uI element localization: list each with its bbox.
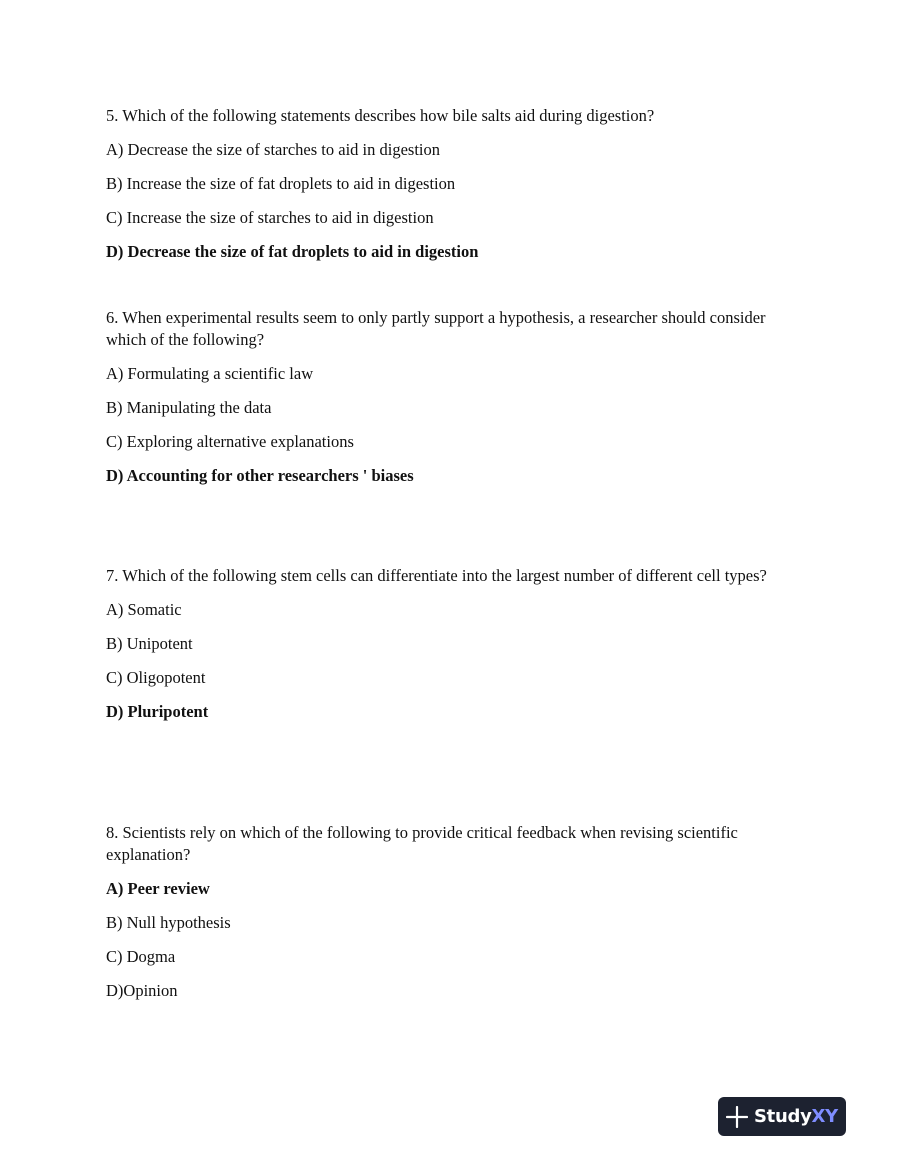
option-b: B) Increase the size of fat droplets to aid in digestion bbox=[106, 174, 456, 193]
question-8 bbox=[106, 822, 796, 1014]
option-b: B) Manipulating the data bbox=[106, 398, 272, 417]
question-text: 8. Scientists rely on which of the following to provide critical feedback when revising scientific explanation? bbox=[106, 823, 738, 864]
option-c: C) Oligopotent bbox=[106, 668, 206, 687]
option-a: A) Formulating a scientific law bbox=[106, 364, 314, 383]
option-d: D)Opinion bbox=[106, 981, 178, 1000]
question-6 bbox=[106, 307, 796, 499]
option-c: C) Exploring alternative explanations bbox=[106, 432, 354, 451]
brand-name bbox=[754, 1106, 838, 1127]
studyxy-logo-badge[interactable] bbox=[718, 1097, 846, 1136]
question-text: 6. When experimental results seem to only partly support a hypothesis, a researcher should consider which of the following? bbox=[106, 308, 766, 349]
brand-name-main: Study bbox=[754, 1106, 812, 1127]
option-a-correct: A) Peer review bbox=[106, 879, 210, 898]
question-7 bbox=[106, 565, 796, 735]
option-b: B) Unipotent bbox=[106, 634, 193, 653]
question-5 bbox=[106, 105, 796, 275]
option-d-correct: D) Decrease the size of fat droplets to aid in digestion bbox=[106, 242, 479, 261]
option-a: A) Decrease the size of starches to aid in digestion bbox=[106, 140, 441, 159]
option-c: C) Increase the size of starches to aid in digestion bbox=[106, 208, 434, 227]
option-d-correct: D) Accounting for other researchers ' biases bbox=[106, 466, 414, 485]
brand-name-accent: XY bbox=[811, 1106, 838, 1127]
option-b: B) Null hypothesis bbox=[106, 913, 231, 932]
plus-icon bbox=[726, 1106, 748, 1128]
option-a: A) Somatic bbox=[106, 600, 182, 619]
question-text: 5. Which of the following statements describes how bile salts aid during digestion? bbox=[106, 106, 655, 125]
question-text: 7. Which of the following stem cells can differentiate into the largest number of different cell types? bbox=[106, 566, 767, 585]
option-d-correct: D) Pluripotent bbox=[106, 702, 209, 721]
option-c: C) Dogma bbox=[106, 947, 176, 966]
